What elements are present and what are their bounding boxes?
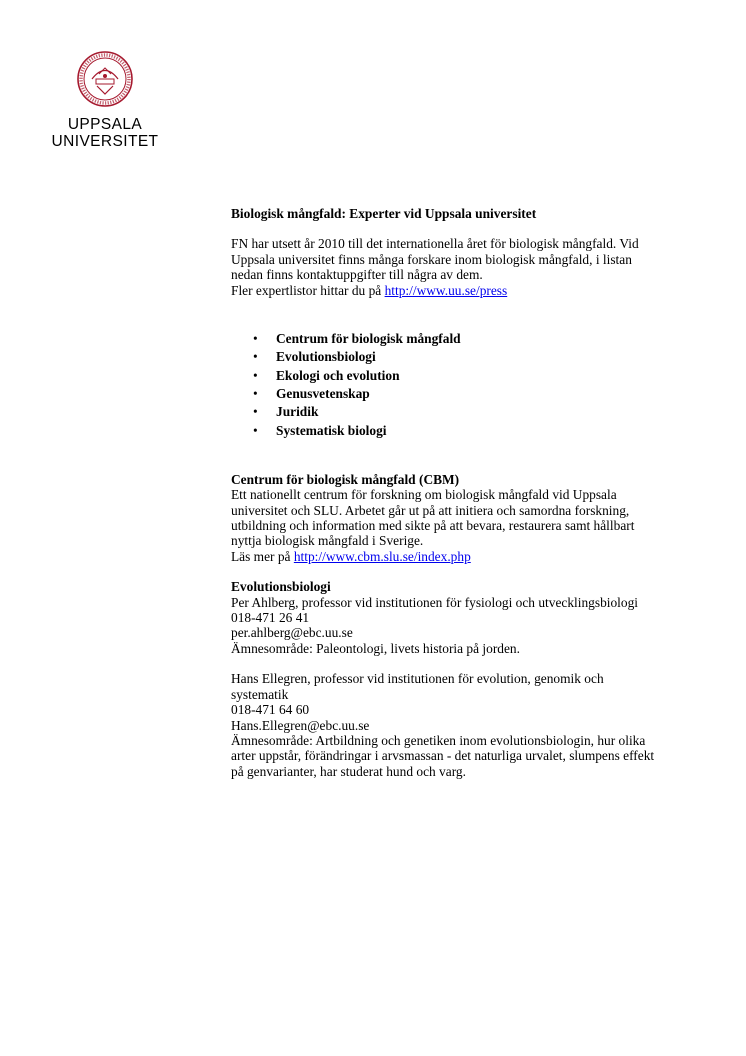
evolution-heading: Evolutionsbiologi	[231, 579, 331, 595]
expert-name-role: Per Ahlberg, professor vid institutionen för fysiologi och utvecklingsbiologi	[231, 594, 639, 610]
intro-paragraph: FN har utsett år 2010 till det internationella året för biologisk mångfald. Vid Uppsala universitet finns många forskare inom biologisk mångfald, i listan nedan finns kontaktuppgifter till några av dem.	[231, 236, 639, 283]
press-link[interactable]: http://www.uu.se/press	[384, 282, 508, 298]
logo-wordmark-line1: UPPSALA	[67, 116, 143, 133]
expert-phone: 018-471 26 41	[231, 610, 310, 626]
expert-phone: 018-471 64 60	[231, 702, 310, 718]
topic-item: • Centrum för biologisk mångfald	[231, 330, 661, 348]
expert-email: per.ahlberg@ebc.uu.se	[231, 625, 353, 641]
topic-item: • Genusvetenskap	[231, 385, 661, 403]
more-lists-line	[231, 283, 661, 298]
document-body	[231, 206, 661, 779]
expert-name-role: Hans Ellegren, professor vid institutionen för evolution, genomik och systematik	[231, 671, 604, 702]
cbm-read-more	[231, 549, 661, 564]
topic-item: • Ekologi och evolution	[231, 367, 661, 385]
cbm-link[interactable]: http://www.cbm.slu.se/index.php	[293, 548, 471, 564]
cbm-description: Ett nationellt centrum för forskning om biologisk mångfald vid Uppsala universitet och SLU. Arbetet går ut på att initiera och samordna forskning, utbildning och information med sikte på att bevara, restaurera samt hållbart nyttja biologisk mångfald i Sverige.	[231, 487, 635, 549]
expert-area: Ämnesområde: Artbildning och genetiken inom evolutionsbiologin, hur olika arter uppstår, förändringar i arvsmassan - det naturliga urvalet, slumpens effekt på genvarianter, har studerat hund och varg.	[231, 732, 655, 779]
topic-item: • Evolutionsbiologi	[231, 348, 661, 366]
topic-item: • Systematisk biologi	[231, 422, 661, 440]
topic-item: • Juridik	[231, 403, 661, 421]
page-title: Biologisk mångfald: Experter vid Uppsala universitet	[231, 206, 537, 221]
expert-email: Hans.Ellegren@ebc.uu.se	[231, 717, 370, 733]
more-lists-prefix: Fler expertlistor hittar du på	[231, 282, 385, 298]
cbm-read-prefix: Läs mer på	[231, 548, 294, 564]
topic-list	[231, 330, 661, 440]
expert-area: Ämnesområde: Paleontologi, livets historia på jorden.	[231, 640, 520, 656]
logo-wordmark-line2: UNIVERSITET	[51, 133, 159, 150]
university-logo	[50, 50, 160, 150]
uppsala-university-seal-icon	[76, 50, 134, 108]
cbm-heading: Centrum för biologisk mångfald (CBM)	[231, 471, 460, 487]
